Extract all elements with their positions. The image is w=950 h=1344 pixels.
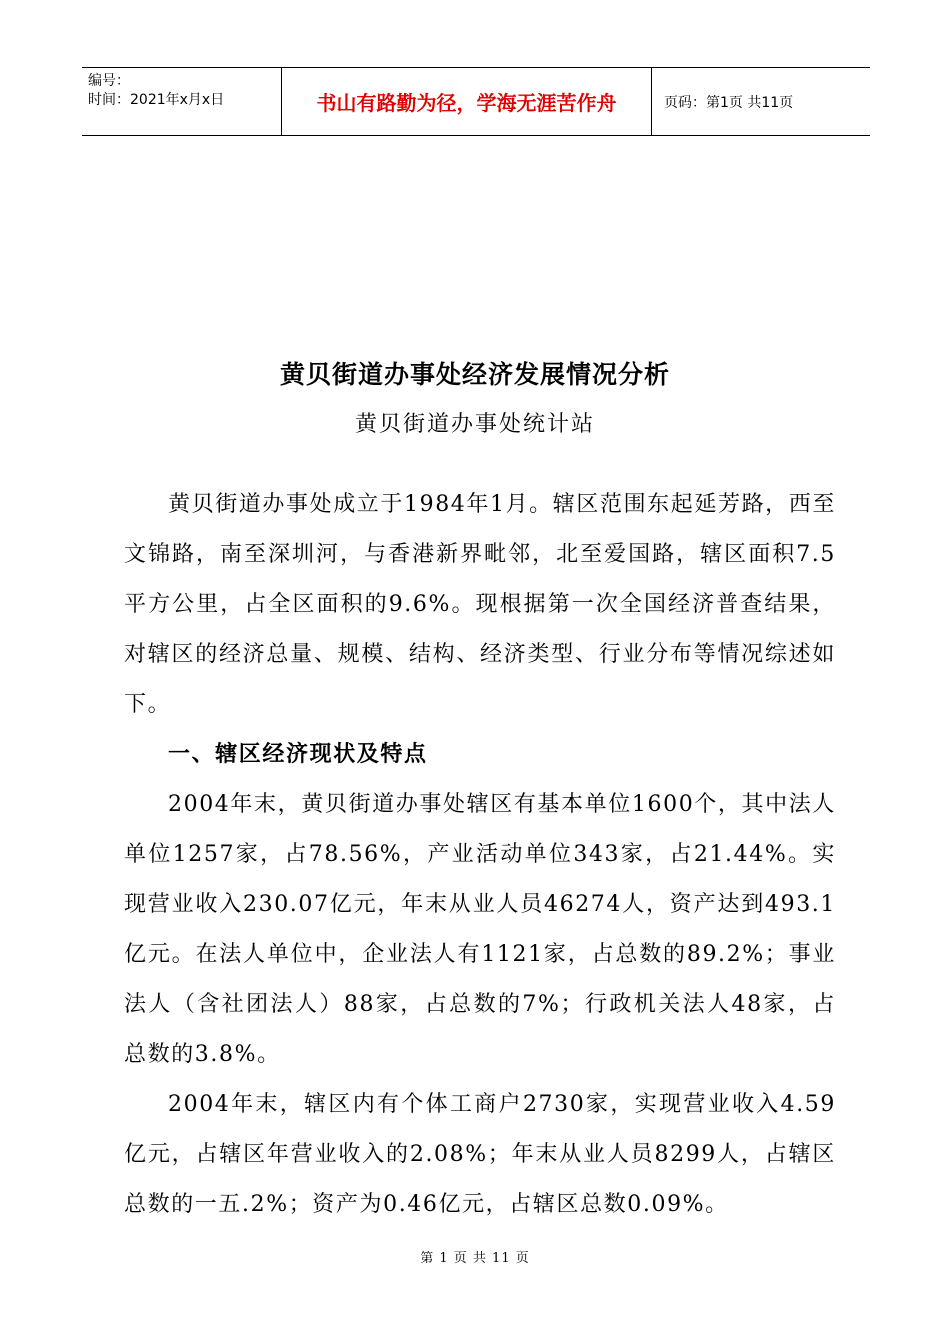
paragraph-individual: 2004年末，辖区内有个体工商户2730家，实现营业收入4.59亿元，占辖区年营业收入的2.08%；年末从业人员8299人，占辖区总数的一五.2%；资产为0.46亿元，占辖区总数0.09%。	[124, 1092, 836, 1217]
time-label: 时间：2021年x月x日	[88, 92, 225, 108]
header-meta	[82, 68, 282, 135]
header-motto: 书山有路勤为径，学海无涯苦作舟	[282, 68, 652, 135]
number-label: 编号：	[88, 73, 130, 89]
document-title: 黄贝街道办事处经济发展情况分析	[279, 360, 670, 389]
document-author: 黄贝街道办事处统计站	[354, 412, 595, 437]
paragraph-units: 2004年末，黄贝街道办事处辖区有基本单位1600个，其中法人单位1257家，占78.56%，产业活动单位343家，占21.44%。实现营业收入230.07亿元，年末从业人员46274人，资产达到493.1亿元。在法人单位中，企业法人有1121家，占总数的89.2%；事业法人（含社团法人）88家，占总数的7%；行政机关法人48家，占总数的3.8%。	[124, 792, 836, 1067]
section-heading: 一、辖区经济现状及特点	[168, 742, 428, 767]
page-footer: 第 1 页 共 11 页	[420, 1251, 530, 1266]
header-page-code: 页码：第1页 共11页	[664, 94, 794, 111]
paragraph-intro: 黄贝街道办事处成立于1984年1月。辖区范围东起延芳路，西至文锦路，南至深圳河，与香港新界毗邻，北至爱国路，辖区面积7.5平方公里，占全区面积的9.6%。现根据第一次全国经济普查结果，对辖区的经济总量、规模、结构、经济类型、行业分布等情况综述如下。	[124, 492, 836, 717]
document-header	[82, 67, 870, 136]
document-body	[124, 480, 836, 1230]
